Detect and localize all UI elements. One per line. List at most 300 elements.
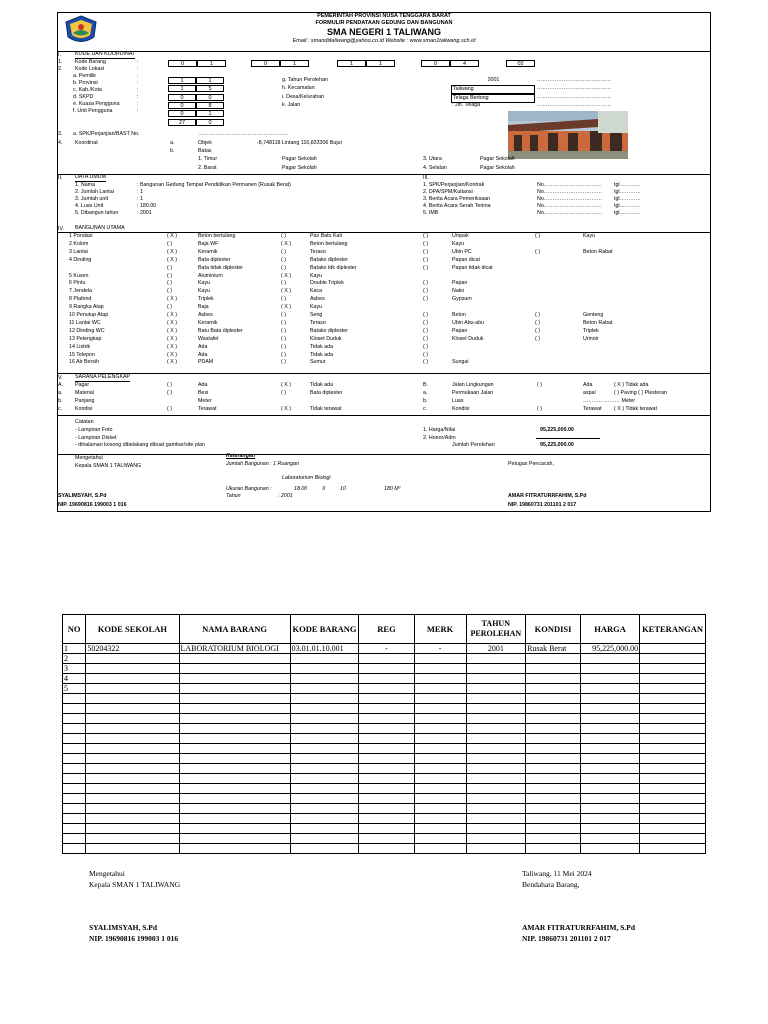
table-cell [290, 754, 359, 764]
jumlah-value: 95,225,000.00 [540, 442, 574, 448]
batas-timur: 1. Timur [198, 156, 218, 162]
table-cell: LABORATORIUM BIOLOGI [179, 644, 290, 654]
checkbox-col3: ( ) [423, 233, 428, 239]
checkbox-col1: ( X ) [167, 343, 178, 350]
option-col1: Baja WF [198, 240, 219, 247]
table-cell [86, 704, 179, 714]
table-cell [580, 684, 639, 694]
bangunan-row-label: 8 Plafond [69, 296, 92, 303]
footer-nip2: NIP. 19860731 201101 2 017 [522, 934, 611, 943]
doc-tgl: tgl………… [614, 203, 641, 209]
table-cell [526, 664, 581, 674]
footer-name2: AMAR FITRATURRFAHIM, S.Pd [522, 923, 636, 932]
checkbox-col2: ( X ) [281, 288, 292, 295]
checkbox-col3: ( ) [423, 312, 428, 318]
ukuran-c: 180 M² [384, 486, 401, 492]
option-col3: Nako [452, 288, 465, 295]
table-cell [640, 674, 706, 684]
bangunan-row-label: 2 Kolom [69, 240, 89, 247]
bangunan-row-label: 6 Pintu [69, 280, 86, 287]
option-col2: Kloset Duduk [310, 335, 342, 342]
table-cell [414, 714, 466, 724]
table-cell [414, 784, 466, 794]
table-cell [359, 794, 414, 804]
checkbox-col2: ( ) [281, 233, 286, 239]
table-cell [640, 774, 706, 784]
option-col4: Triplek [583, 327, 599, 334]
table-cell [526, 764, 581, 774]
table-cell [580, 844, 639, 854]
checkbox-col2: ( ) [281, 359, 286, 366]
table-cell [414, 674, 466, 684]
table-cell [290, 704, 359, 714]
checkbox-col3: ( ) [423, 256, 428, 263]
checkbox-col1: ( ) [167, 304, 172, 311]
s1-item-num: 2. [58, 66, 63, 72]
table-cell [640, 814, 706, 824]
table-cell [179, 664, 290, 674]
sign-kepala: Kepala SMAN 1 TALIWANG [75, 463, 142, 469]
table-cell [290, 794, 359, 804]
table-cell [526, 834, 581, 844]
checkbox-col1: ( X ) [167, 351, 178, 358]
table-cell [640, 704, 706, 714]
table-cell [290, 724, 359, 734]
option-col1: Bata tidak diplester [198, 264, 244, 271]
table-cell [526, 814, 581, 824]
checkbox-col2: ( ) [281, 264, 286, 271]
checkbox-col3: ( ) [423, 248, 428, 255]
objek-value: -8,748118 Lintang 116,833306 Bujur [257, 140, 343, 146]
table-cell [63, 804, 86, 814]
checkbox-col2: ( ) [281, 280, 286, 287]
s1-right-label: k. Jalan [282, 102, 301, 108]
checkbox-col3: ( ) [423, 359, 428, 366]
kode-lokasi-box: 27 [168, 119, 196, 126]
jalan-label: Jalan Lingkungan [452, 382, 494, 388]
section2-num: II. [58, 175, 63, 181]
table-row-empty [63, 714, 706, 724]
batas-selatan: 4. Selatan [423, 165, 447, 171]
checkbox-col2: ( ) [281, 343, 286, 350]
checkbox-col2: ( ) [281, 319, 286, 326]
doc-no: No…………………………… [537, 196, 603, 202]
checkbox-col3: ( ) [423, 264, 428, 271]
ukuran-a: 18.00 [294, 486, 308, 492]
batas-barat-value: Pagar Sekolah [282, 165, 317, 171]
table-cell [63, 834, 86, 844]
sarana-label: Kondisi [75, 406, 93, 412]
table-cell [526, 714, 581, 724]
jalan-num: b. [423, 398, 428, 404]
table-cell [580, 784, 639, 794]
s1-right-value: Telaga Bertong [451, 94, 535, 103]
option-col1: Kayu [198, 280, 211, 287]
table-cell [359, 664, 414, 674]
table-cell [414, 754, 466, 764]
table-cell [414, 804, 466, 814]
table-cell [179, 784, 290, 794]
kode-lokasi-box: 1 [196, 110, 224, 117]
inventory-table [62, 614, 706, 854]
table-row-empty [63, 834, 706, 844]
table-cell [63, 704, 86, 714]
table-cell: 3 [63, 664, 86, 674]
checkbox-col1: ( X ) [167, 335, 178, 342]
table-cell: 1 [63, 644, 86, 654]
table-cell: - [414, 644, 466, 654]
table-cell [640, 784, 706, 794]
table-cell [526, 774, 581, 784]
option-col1: Aluminium [198, 272, 223, 279]
option-col3: Gypsum [452, 296, 472, 303]
checkbox-col1: ( ) [167, 288, 172, 295]
table-cell [359, 784, 414, 794]
building-photo [508, 111, 628, 159]
table-row [63, 644, 706, 654]
table-cell: 2001 [466, 644, 525, 654]
ukuran-x: X [322, 486, 326, 492]
kode-lokasi-box: 8 [196, 102, 224, 109]
table-row [63, 684, 706, 694]
sarana-label: Material [75, 390, 94, 396]
checkbox-col1: ( X ) [167, 327, 178, 334]
option-col3: Papan [452, 280, 468, 287]
option-col3: Ubin PC [452, 248, 472, 255]
table-cell [179, 814, 290, 824]
table-row-empty [63, 824, 706, 834]
jalan-num: c. [423, 406, 428, 412]
table-cell [290, 654, 359, 664]
table-cell [640, 824, 706, 834]
table-row [63, 674, 706, 684]
option-col2: Batako diplester [310, 256, 348, 263]
option-col2: Asbes [310, 296, 325, 303]
batas-utara: 3. Utara [423, 156, 442, 162]
option-col1: Keramik [198, 319, 218, 326]
section5-num: V. [58, 375, 63, 381]
table-cell [86, 814, 179, 824]
table-cell [179, 804, 290, 814]
sarana-opt2: Tidak terawat [310, 406, 342, 412]
tahun-label: Tahun [226, 493, 241, 499]
doc-tgl: tgl………… [614, 196, 641, 202]
jalan-check: ( ) [537, 406, 542, 412]
petugas-name: AMAR FITRATURRFAHIM, S.Pd [508, 493, 587, 499]
table-header-8: HARGA [580, 615, 639, 644]
table-cell [414, 764, 466, 774]
sarana-opt1: Terawat [198, 406, 217, 412]
table-cell [359, 734, 414, 744]
data-umum-label: 2. Jumlah Lantai [75, 189, 114, 195]
table-cell [63, 814, 86, 824]
s1-right-value: : Jln. Telaga [452, 102, 481, 108]
table-cell [359, 834, 414, 844]
table-row [63, 654, 706, 664]
table-header-1: KODE SEKOLAH [86, 615, 179, 644]
jalan-rest: ( X ) Tidak ada [614, 382, 649, 388]
table-cell [359, 814, 414, 824]
option-col4: Kayu [583, 233, 596, 239]
table-cell [526, 804, 581, 814]
table-cell [640, 714, 706, 724]
option-col1: Kayu [198, 288, 211, 295]
table-cell [580, 674, 639, 684]
option-col1: Asbes [198, 312, 213, 318]
table-cell [290, 804, 359, 814]
bangunan-row-label: 11 Lantai WC [69, 319, 101, 326]
table-cell [290, 664, 359, 674]
item4-label: Koordinat [75, 140, 98, 146]
section1-title: KODE DAN KOORDINAT [75, 51, 136, 57]
table-cell [466, 794, 525, 804]
table-cell: 95,225,000.00 [580, 644, 639, 654]
option-col3: Papan tidak dicat [452, 264, 493, 271]
table-cell [580, 764, 639, 774]
s1-right-value: Taliwang [451, 85, 535, 94]
table-cell [526, 694, 581, 704]
checkbox-col2: ( ) [281, 351, 286, 358]
checkbox-col2: ( ) [281, 312, 286, 318]
table-row-empty [63, 794, 706, 804]
table-cell [63, 824, 86, 834]
catatan-title: Catatan [75, 419, 94, 425]
table-cell [86, 694, 179, 704]
table-cell [179, 844, 290, 854]
checkbox-col1: ( ) [167, 240, 172, 247]
checkbox-col4: ( ) [535, 327, 540, 334]
table-cell [179, 754, 290, 764]
table-cell [179, 684, 290, 694]
table-cell [179, 694, 290, 704]
table-cell [359, 824, 414, 834]
table-cell [466, 674, 525, 684]
kode-lokasi-box: 1 [168, 85, 196, 92]
table-cell [179, 824, 290, 834]
item3-label: a. SPK/Perjanjian/BAST No. [73, 131, 140, 137]
table-cell [179, 794, 290, 804]
table-cell [414, 774, 466, 784]
bangunan-row-label: 9 Rangka Atap [69, 304, 104, 311]
checkbox-col2: ( ) [281, 327, 286, 334]
doc-label: 3. Berita Acara Pemeriksaan [423, 196, 491, 202]
table-cell [86, 774, 179, 784]
jalan-opt: aspal [583, 390, 596, 396]
table-header-4: REG [359, 615, 414, 644]
table-cell [640, 794, 706, 804]
option-col4: Beton Rabat [583, 319, 613, 326]
table-cell [63, 744, 86, 754]
sarana-opt1: Meter [198, 398, 212, 404]
header-line2: FORMULIR PENDATAAN GEDUNG DAN BANGUNAN [315, 20, 453, 26]
jalan-num: B. [423, 382, 429, 388]
checkbox-col1: ( ) [167, 264, 172, 271]
kode-barang-box: 1 [280, 60, 309, 67]
school-name: SMA NEGERI 1 TALIWANG [326, 27, 441, 37]
table-cell [359, 694, 414, 704]
footer-role: Bendahara Barang, [522, 880, 580, 889]
bangunan-row-label: 16 Air Bersih [69, 359, 100, 366]
table-row-empty [63, 764, 706, 774]
table-cell [359, 774, 414, 784]
bangunan-row-label: 3 Lantai [69, 248, 88, 255]
table-cell [290, 834, 359, 844]
table-cell [290, 784, 359, 794]
sarana-check2: ( ) [281, 390, 286, 396]
sign-name: SYALIMSYAH, S.Pd [58, 493, 107, 499]
checkbox-col3: ( ) [423, 335, 428, 342]
s1-item-label: Kode Lokasi [75, 66, 105, 72]
table-cell [359, 684, 414, 694]
sarana-opt1: Besi [198, 390, 209, 396]
s1-item-label: c. Kab./Kota [73, 87, 102, 93]
table-cell [414, 834, 466, 844]
catatan-item: - Lampiran Disket [75, 434, 117, 441]
checkbox-col2: ( X ) [281, 272, 292, 279]
table-cell [63, 754, 86, 764]
option-col1: Bata diplester [198, 256, 231, 263]
table-cell [414, 654, 466, 664]
bangunan-row-label: 13 Pelengkap [69, 335, 102, 342]
table-cell: - [359, 644, 414, 654]
option-col3: Beton [452, 312, 466, 318]
objek-label: Objek [198, 140, 212, 146]
option-col2: Tidak ada [310, 351, 334, 358]
table-cell [580, 704, 639, 714]
table-row [63, 664, 706, 674]
table-cell [290, 774, 359, 784]
catatan-item: - dihalaman kosong dibelakang dibuat gambar/site plan [75, 442, 205, 448]
option-col2: Kayu [310, 272, 323, 279]
doc-no: No…………………………… [537, 203, 603, 209]
footer-mengetahui: Mengetahui [89, 869, 125, 878]
data-umum-value: : 180.00 [137, 203, 157, 209]
table-cell [414, 744, 466, 754]
table-cell [580, 654, 639, 664]
table-cell: 50204322 [86, 644, 179, 654]
s1-item-num: 1. [58, 59, 63, 65]
table-cell [580, 664, 639, 674]
table-cell [179, 834, 290, 844]
doc-no: No…………………………… [537, 210, 603, 216]
header-email: Email : smandiitaliwang@yahoo.co.id Website : www.sman1taliwang.sch.id [292, 38, 476, 44]
table-cell [580, 744, 639, 754]
table-header-0: NO [63, 615, 86, 644]
s1-item-label: Kode Barang [75, 59, 106, 65]
table-cell [290, 764, 359, 774]
table-cell [640, 744, 706, 754]
table-cell [414, 704, 466, 714]
table-cell [86, 754, 179, 764]
checkbox-col4: ( ) [535, 335, 540, 342]
section5-title: SARANA PELENGKAP [75, 374, 131, 380]
table-cell [526, 674, 581, 684]
s1-item-colon: : [137, 80, 139, 86]
footer-kepala: Kepala SMAN 1 TALIWANG [89, 880, 181, 889]
table-cell [580, 724, 639, 734]
option-col2: Pas Batu Kali [310, 233, 342, 239]
table-cell [640, 844, 706, 854]
footer-date: Taliwang, 11 Mei 2024 [522, 869, 592, 878]
sarana-check2: ( X ) [281, 382, 292, 388]
option-col4: Urinoir [583, 335, 599, 342]
kode-lokasi-box: 0 [196, 119, 224, 126]
table-cell [63, 714, 86, 724]
jalan-label: Kondisi [452, 406, 470, 412]
ukuran-label: Ukuran Bangunan : [226, 486, 272, 492]
table-cell [526, 744, 581, 754]
table-cell [179, 704, 290, 714]
catatan-item: - Lampiran Foto [75, 427, 113, 433]
option-col3: Sungai [452, 359, 469, 366]
table-cell [414, 664, 466, 674]
table-cell [414, 844, 466, 854]
table-header-6: TAHUN PEROLEHAN [466, 615, 525, 644]
table-cell [580, 794, 639, 804]
table-cell [414, 794, 466, 804]
option-col2: Kayu [310, 304, 323, 311]
table-cell [359, 724, 414, 734]
batas-label: Batas [198, 148, 212, 154]
table-cell [640, 764, 706, 774]
table-cell [86, 664, 179, 674]
jalan-opt: Terawat [583, 406, 602, 412]
sarana-label: Pagar [75, 382, 90, 388]
sarana-num: c. [58, 406, 63, 412]
section2-title: DATA UMUM [75, 174, 106, 180]
checkbox-col2: ( ) [281, 296, 286, 303]
option-col2: Sumur [310, 359, 326, 366]
table-row-empty [63, 754, 706, 764]
table-cell: 5 [63, 684, 86, 694]
table-cell [63, 844, 86, 854]
checkbox-col4: ( ) [535, 248, 540, 255]
table-cell [414, 684, 466, 694]
checkbox-col1: ( ) [167, 280, 172, 287]
item3-num: 3. [58, 131, 63, 137]
s1-right-label: h. Kecamatan [282, 85, 315, 91]
data-umum-value: : 2001 [137, 210, 152, 216]
checkbox-col1: ( X ) [167, 296, 178, 303]
table-cell [290, 714, 359, 724]
s1-item-label: a. Pemilik [73, 73, 96, 79]
option-col1: Baja [198, 304, 209, 311]
table-cell [63, 784, 86, 794]
table-cell [179, 764, 290, 774]
bangunan-row-label: 1 Pondasi [69, 233, 93, 239]
checkbox-col2: ( ) [281, 256, 286, 263]
table-cell [580, 824, 639, 834]
batas-utara-value: Pagar Sekolah [480, 156, 515, 162]
bangunan-row-label: 4 Dinding [69, 256, 92, 263]
doc-label: 2. DPA/SPM/Kuitansi [423, 189, 473, 195]
kode-barang-box: 02 [506, 60, 535, 67]
table-cell [359, 844, 414, 854]
s1-item-label: f. Unit Pengguna [73, 108, 113, 114]
option-col1: Beton bertulang [198, 233, 236, 239]
item4-num: 4. [58, 140, 63, 146]
s1-item-label: e. Kuasa Pengguna [73, 101, 120, 107]
table-cell [640, 664, 706, 674]
table-row-empty [63, 734, 706, 744]
table-cell [63, 734, 86, 744]
table-cell [179, 734, 290, 744]
sign-nip: NIP. 19690816 199003 1 016 [58, 502, 127, 508]
sarana-check1: ( ) [167, 406, 172, 412]
table-cell: Rusak Berat [526, 644, 581, 654]
table-cell [580, 754, 639, 764]
table-cell [466, 834, 525, 844]
